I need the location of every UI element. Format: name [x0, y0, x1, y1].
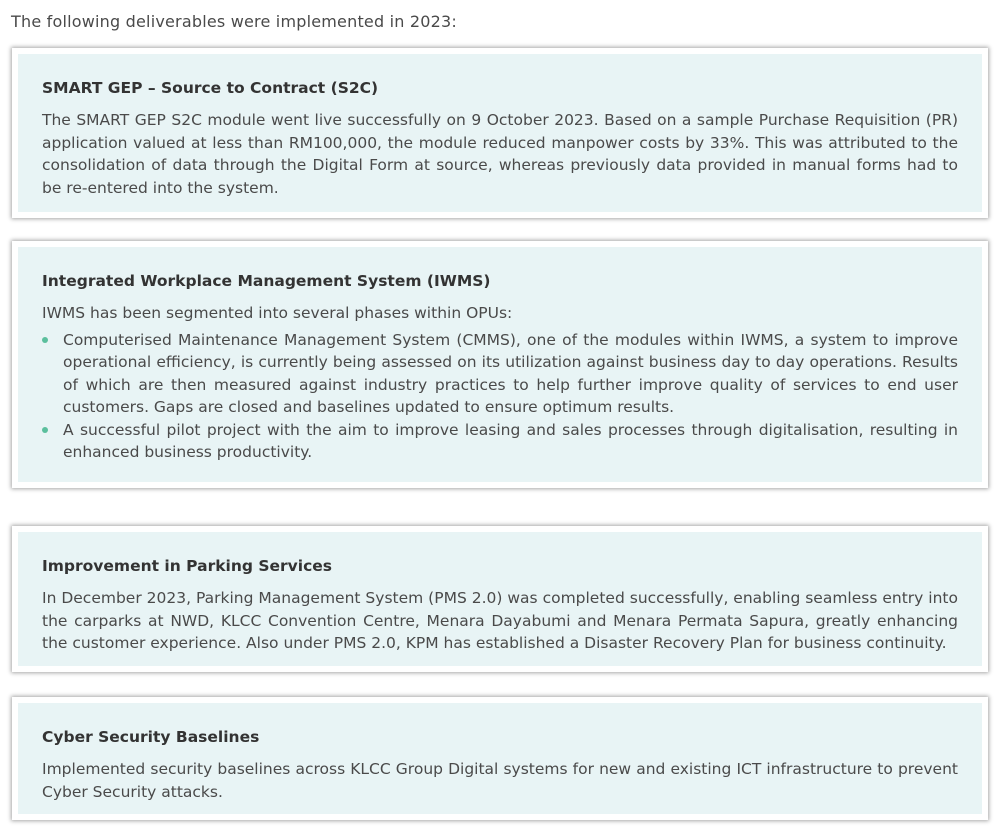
list-item-text: Computerised Maintenance Management System (CMMS), one of the modules within IWMS, a system to improve operational efficiency, is currently being assessed on its utilization against business day to day operations. Results of which are then measured against industry practices to help further improve quality of services to end user customers. Gaps are closed and baselines updated to ensure optimum results.	[63, 330, 958, 416]
section-title: Cyber Security Baselines	[42, 728, 260, 746]
section-paragraph: The SMART GEP S2C module went live successfully on 9 October 2023. Based on a sample Purchase Requisition (PR) application valued at less than RM100,000, the module reduced manpower costs by 33%. This was attributed to the consolidation of data through the Digital Form at source, whereas previously data provided in manual forms had to be re-entered into the system.	[42, 111, 958, 197]
list-item	[42, 419, 958, 464]
section-card-body	[18, 703, 982, 814]
section-card-body	[18, 532, 982, 666]
section-title: Integrated Workplace Management System (IWMS)	[42, 272, 491, 290]
bullet-icon	[42, 337, 48, 343]
section-card-body	[18, 247, 982, 482]
section-card-smart-gep	[12, 48, 988, 218]
section-paragraph: IWMS has been segmented into several phases within OPUs:	[42, 304, 513, 322]
section-card-cyber-security	[12, 697, 988, 820]
section-card-parking	[12, 526, 988, 672]
section-title: SMART GEP – Source to Contract (S2C)	[42, 79, 379, 97]
bullet-icon	[42, 427, 48, 433]
section-paragraph: In December 2023, Parking Management System (PMS 2.0) was completed successfully, enabling seamless entry into the carparks at NWD, KLCC Convention Centre, Menara Dayabumi and Menara Permata Sapura, greatly enhancing the customer experience. Also under PMS 2.0, KPM has established a Disaster Recovery Plan for business continuity.	[42, 589, 958, 652]
section-card-body	[18, 54, 982, 212]
list-item	[42, 329, 958, 419]
intro-text: The following deliverables were implemented in 2023:	[11, 12, 457, 31]
section-paragraph: Implemented security baselines across KLCC Group Digital systems for new and existing ICT infrastructure to prevent Cyber Security attacks.	[42, 760, 958, 801]
list-item-text: A successful pilot project with the aim to improve leasing and sales processes through digitalisation, resulting in enhanced business productivity.	[63, 420, 958, 461]
section-card-iwms	[12, 241, 988, 488]
bullet-list	[42, 329, 958, 464]
section-title: Improvement in Parking Services	[42, 557, 333, 575]
